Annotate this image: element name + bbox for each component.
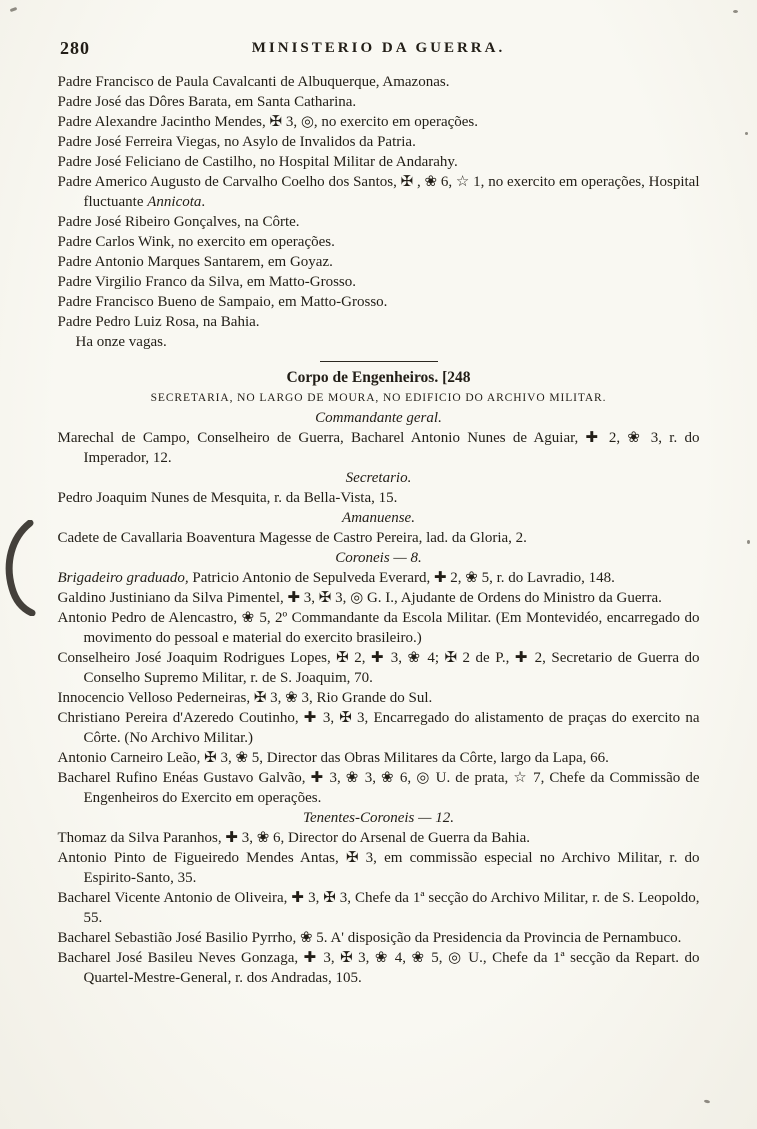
text-segment: . xyxy=(201,194,206,210)
list-entry xyxy=(58,272,700,292)
text-segment: Ha onze vagas. xyxy=(75,334,167,350)
text-segment: Padre Francisco Bueno de Sampaio, em Matto-Grosso. xyxy=(57,294,388,310)
text-segment: Padre Carlos Wink, no exercito em operações. xyxy=(57,234,335,250)
document-body xyxy=(58,72,700,988)
list-entry xyxy=(58,828,700,848)
list-entry xyxy=(58,212,700,232)
text-segment: Padre Alexandre Jacintho Mendes, ✠ 3, ◎, no exercito em operações. xyxy=(57,114,479,130)
list-entry xyxy=(58,112,700,132)
text-segment: Bacharel Sebastião José Basilio Pyrrho, ❀ 5. A' disposição da Presidencia da Provincia de Pernambuco. xyxy=(57,930,682,946)
rank-heading xyxy=(58,548,700,568)
text-segment: Padre Antonio Marques Santarem, em Goyaz. xyxy=(57,254,333,270)
list-entry xyxy=(58,72,700,92)
list-entry xyxy=(58,588,700,608)
text-segment: Bacharel José Basileu Neves Gonzaga, ✚ 3, ✠ 3, ❀ 4, ❀ 5, ◎ U., Chefe da 1ª secção da Repart. do Quartel-Mestre-General, r. dos Andradas, 105. xyxy=(57,950,700,986)
list-entry xyxy=(58,648,700,688)
list-entry xyxy=(58,768,700,808)
text-segment: Marechal de Campo, Conselheiro de Guerra, Bacharel Antonio Nunes de Aguiar, ✚ 2, ❀ 3, r. do Imperador, 12. xyxy=(57,430,700,466)
list-entry xyxy=(58,488,700,508)
list-entry xyxy=(58,928,700,948)
rank-heading xyxy=(58,808,700,828)
list-entry xyxy=(58,708,700,748)
list-entry xyxy=(58,252,700,272)
text-segment: Corpo de Engenheiros. [248 xyxy=(286,369,471,386)
list-entry xyxy=(58,332,700,352)
rank-heading xyxy=(58,408,700,428)
list-entry xyxy=(58,132,700,152)
text-segment: Padre Virgilio Franco da Silva, em Matto-Grosso. xyxy=(57,274,357,290)
list-entry xyxy=(58,568,700,588)
list-entry xyxy=(58,312,700,332)
text-segment: Padre Pedro Luiz Rosa, na Bahia. xyxy=(57,314,260,330)
text-segment: Padre Francisco de Paula Cavalcanti de Albuquerque, Amazonas. xyxy=(57,74,450,90)
text-segment: Padre José Ribeiro Gonçalves, na Côrte. xyxy=(57,214,300,230)
list-entry xyxy=(58,232,700,252)
text-segment: Galdino Justiniano da Silva Pimentel, ✚ 3, ✠ 3, ◎ G. I., Ajudante de Ordens do Ministro da Guerra. xyxy=(57,590,662,606)
text-segment: Amanuense. xyxy=(342,510,415,526)
text-segment: Antonio Pedro de Alencastro, ❀ 5, 2º Commandante da Escola Militar. (Em Montevidéo, encarregado do movimento do pessoal e material do exercito brasileiro.) xyxy=(57,610,700,646)
text-segment: SECRETARIA, NO LARGO DE MOURA, NO EDIFICIO DO ARCHIVO MILITAR. xyxy=(150,392,607,404)
list-entry xyxy=(58,888,700,928)
text-segment: Commandante geral. xyxy=(315,410,442,426)
list-entry xyxy=(58,608,700,648)
text-segment: Annicota xyxy=(147,194,202,210)
page-title: MINISTERIO DA GUERRA. xyxy=(251,40,506,56)
text-segment: Padre José Ferreira Viegas, no Asylo de Invalidos da Patria. xyxy=(57,134,416,150)
page-header xyxy=(0,0,757,66)
text-segment: Bacharel Vicente Antonio de Oliveira, ✚ 3, ✠ 3, Chefe da 1ª secção do Archivo Militar, r. de S. Leopoldo, 55. xyxy=(57,890,700,926)
text-segment: Bacharel Rufino Enéas Gustavo Galvão, ✚ 3, ❀ 3, ❀ 6, ◎ U. de prata, ☆ 7, Chefe da Commissão de Engenheiros do Exercito em operações. xyxy=(57,770,700,806)
list-entry xyxy=(58,848,700,888)
section-divider xyxy=(320,361,438,362)
section-heading xyxy=(58,368,700,388)
text-segment: Innocencio Velloso Pederneiras, ✠ 3, ❀ 3, Rio Grande do Sul. xyxy=(57,690,433,706)
text-segment: Antonio Pinto de Figueiredo Mendes Antas, ✠ 3, em commissão especial no Archivo Militar, r. do Espirito-Santo, 35. xyxy=(57,850,700,886)
text-segment: Cadete de Cavallaria Boaventura Magesse de Castro Pereira, lad. da Gloria, 2. xyxy=(57,530,527,546)
list-entry xyxy=(58,292,700,312)
scan-artifact xyxy=(704,1099,710,1103)
text-segment: Brigadeiro graduado, xyxy=(57,570,189,586)
ink-smudge xyxy=(2,520,38,616)
text-segment: Coroneis — 8. xyxy=(335,550,422,566)
scan-artifact xyxy=(747,540,750,544)
text-segment: Christiano Pereira d'Azeredo Coutinho, ✚ 3, ✠ 3, Encarregado do alistamento de praças do exercito na Côrte. (No Archivo Militar.) xyxy=(57,710,700,746)
text-segment: Tenentes-Coroneis — 12. xyxy=(303,810,454,826)
text-segment: Padre Americo Augusto de Carvalho Coelho dos Santos, ✠ , ❀ 6, ☆ 1, no exercito em operações, Hospital fluctuante xyxy=(57,174,700,210)
list-entry xyxy=(58,92,700,112)
list-entry xyxy=(58,948,700,988)
list-entry xyxy=(58,748,700,768)
page-number: 280 xyxy=(60,38,90,58)
list-entry xyxy=(58,152,700,172)
list-entry xyxy=(58,688,700,708)
list-entry xyxy=(58,428,700,468)
list-entry xyxy=(58,528,700,548)
text-segment: Padre José Feliciano de Castilho, no Hospital Militar de Andarahy. xyxy=(57,154,458,170)
section-subheading xyxy=(58,388,700,408)
scan-artifact xyxy=(745,132,748,135)
text-segment: Secretario. xyxy=(345,470,412,486)
text-segment: Padre José das Dôres Barata, em Santa Catharina. xyxy=(57,94,357,110)
rank-heading xyxy=(58,508,700,528)
text-segment: Patricio Antonio de Sepulveda Everard, ✚ 2, ❀ 5, r. do Lavradio, 148. xyxy=(188,570,615,586)
text-segment: Pedro Joaquim Nunes de Mesquita, r. da Bella-Vista, 15. xyxy=(57,490,398,506)
text-segment: Antonio Carneiro Leão, ✠ 3, ❀ 5, Director das Obras Militares da Côrte, largo da Lapa, 66. xyxy=(57,750,609,766)
list-entry xyxy=(58,172,700,212)
rank-heading xyxy=(58,468,700,488)
text-segment: Thomaz da Silva Paranhos, ✚ 3, ❀ 6, Director do Arsenal de Guerra da Bahia. xyxy=(57,830,530,846)
text-segment: Conselheiro José Joaquim Rodrigues Lopes, ✠ 2, ✚ 3, ❀ 4; ✠ 2 de P., ✚ 2, Secretario de Guerra do Conselho Supremo Militar, r. de S. Joaquim, 70. xyxy=(57,650,700,686)
